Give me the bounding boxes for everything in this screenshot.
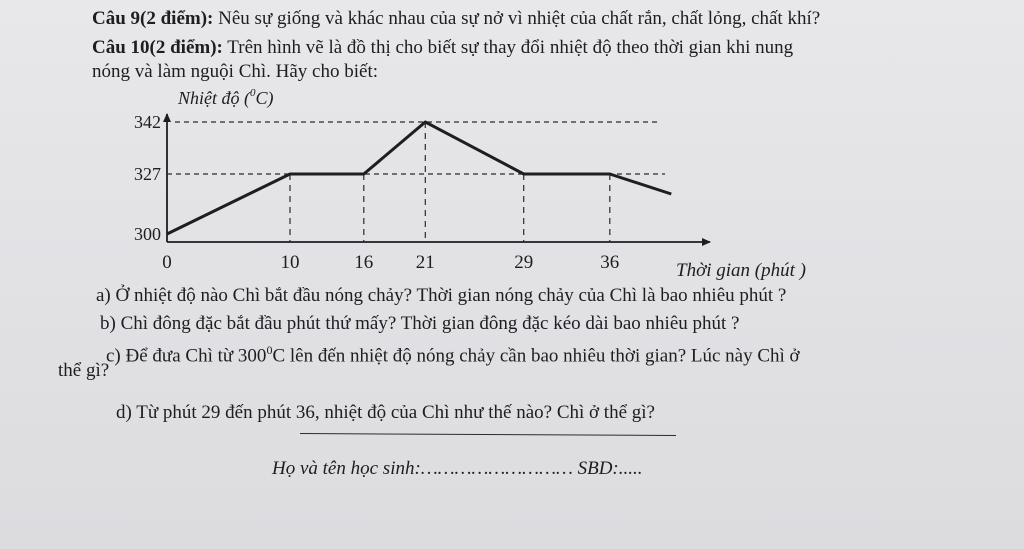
candidate-number-label: SBD:..... (572, 458, 643, 479)
question-b: b) Chì đông đặc bắt đầu phút thứ mấy? Thời gian đông đặc kéo dài bao nhiêu phút ? (100, 313, 740, 334)
x-tick-label-21: 21 (415, 252, 435, 273)
temperature-time-chart (120, 84, 980, 284)
x-tick-label-36: 36 (600, 252, 620, 273)
question-d: d) Từ phút 29 đến phút 36, nhiệt độ của Chì như thế nào? Chì ở thể gì? (116, 402, 655, 423)
question-9 (92, 8, 820, 30)
question-10-text-line2: nóng và làm nguội Chì. Hãy cho biết: (92, 61, 379, 82)
y-tick-label-327: 327 (134, 164, 161, 184)
student-info-line (272, 458, 643, 480)
temperature-series-line (167, 122, 671, 234)
x-tick-label-29: 29 (514, 252, 534, 273)
question-10-label: Câu 10(2 điểm): (92, 37, 223, 58)
question-c (106, 339, 800, 367)
student-name-dots: ……………………… (420, 458, 573, 479)
question-a: a) Ở nhiệt độ nào Chì bắt đầu nóng chảy? Thời gian nóng chảy của Chì là bao nhiêu phút ? (96, 285, 787, 306)
question-10 (92, 37, 793, 59)
question-10-text: Trên hình vẽ là đồ thị cho biết sự thay đổi nhiệt độ theo thời gian khi nung (222, 37, 794, 58)
x-axis-title: Thời gian (phút ) (676, 260, 806, 281)
y-tick-label-300: 300 (134, 224, 161, 244)
question-9-label: Câu 9(2 điểm): (92, 8, 214, 29)
question-9-text: Nêu sự giống và khác nhau của sự nở vì nhiệt của chất rắn, chất lỏng, chất khí? (213, 8, 821, 29)
question-c-post: C lên đến nhiệt độ nóng chảy cần bao nhiêu thời gian? Lúc này Chì ở (272, 345, 800, 367)
question-c-pre: c) Để đưa Chì từ 300 (106, 345, 267, 367)
student-name-label: Họ và tên học sinh: (272, 458, 421, 479)
separator-line (300, 433, 676, 436)
x-tick-label-0: 0 (162, 252, 172, 273)
x-tick-label-10: 10 (280, 252, 300, 273)
x-tick-label-16: 16 (354, 252, 374, 273)
y-tick-label-342: 342 (134, 112, 161, 132)
y-axis-title: Nhiệt độ ($^0$C) (178, 87, 274, 108)
question-c-line2: thể gì? (58, 360, 110, 381)
question-c-sup: 0 (266, 343, 273, 357)
